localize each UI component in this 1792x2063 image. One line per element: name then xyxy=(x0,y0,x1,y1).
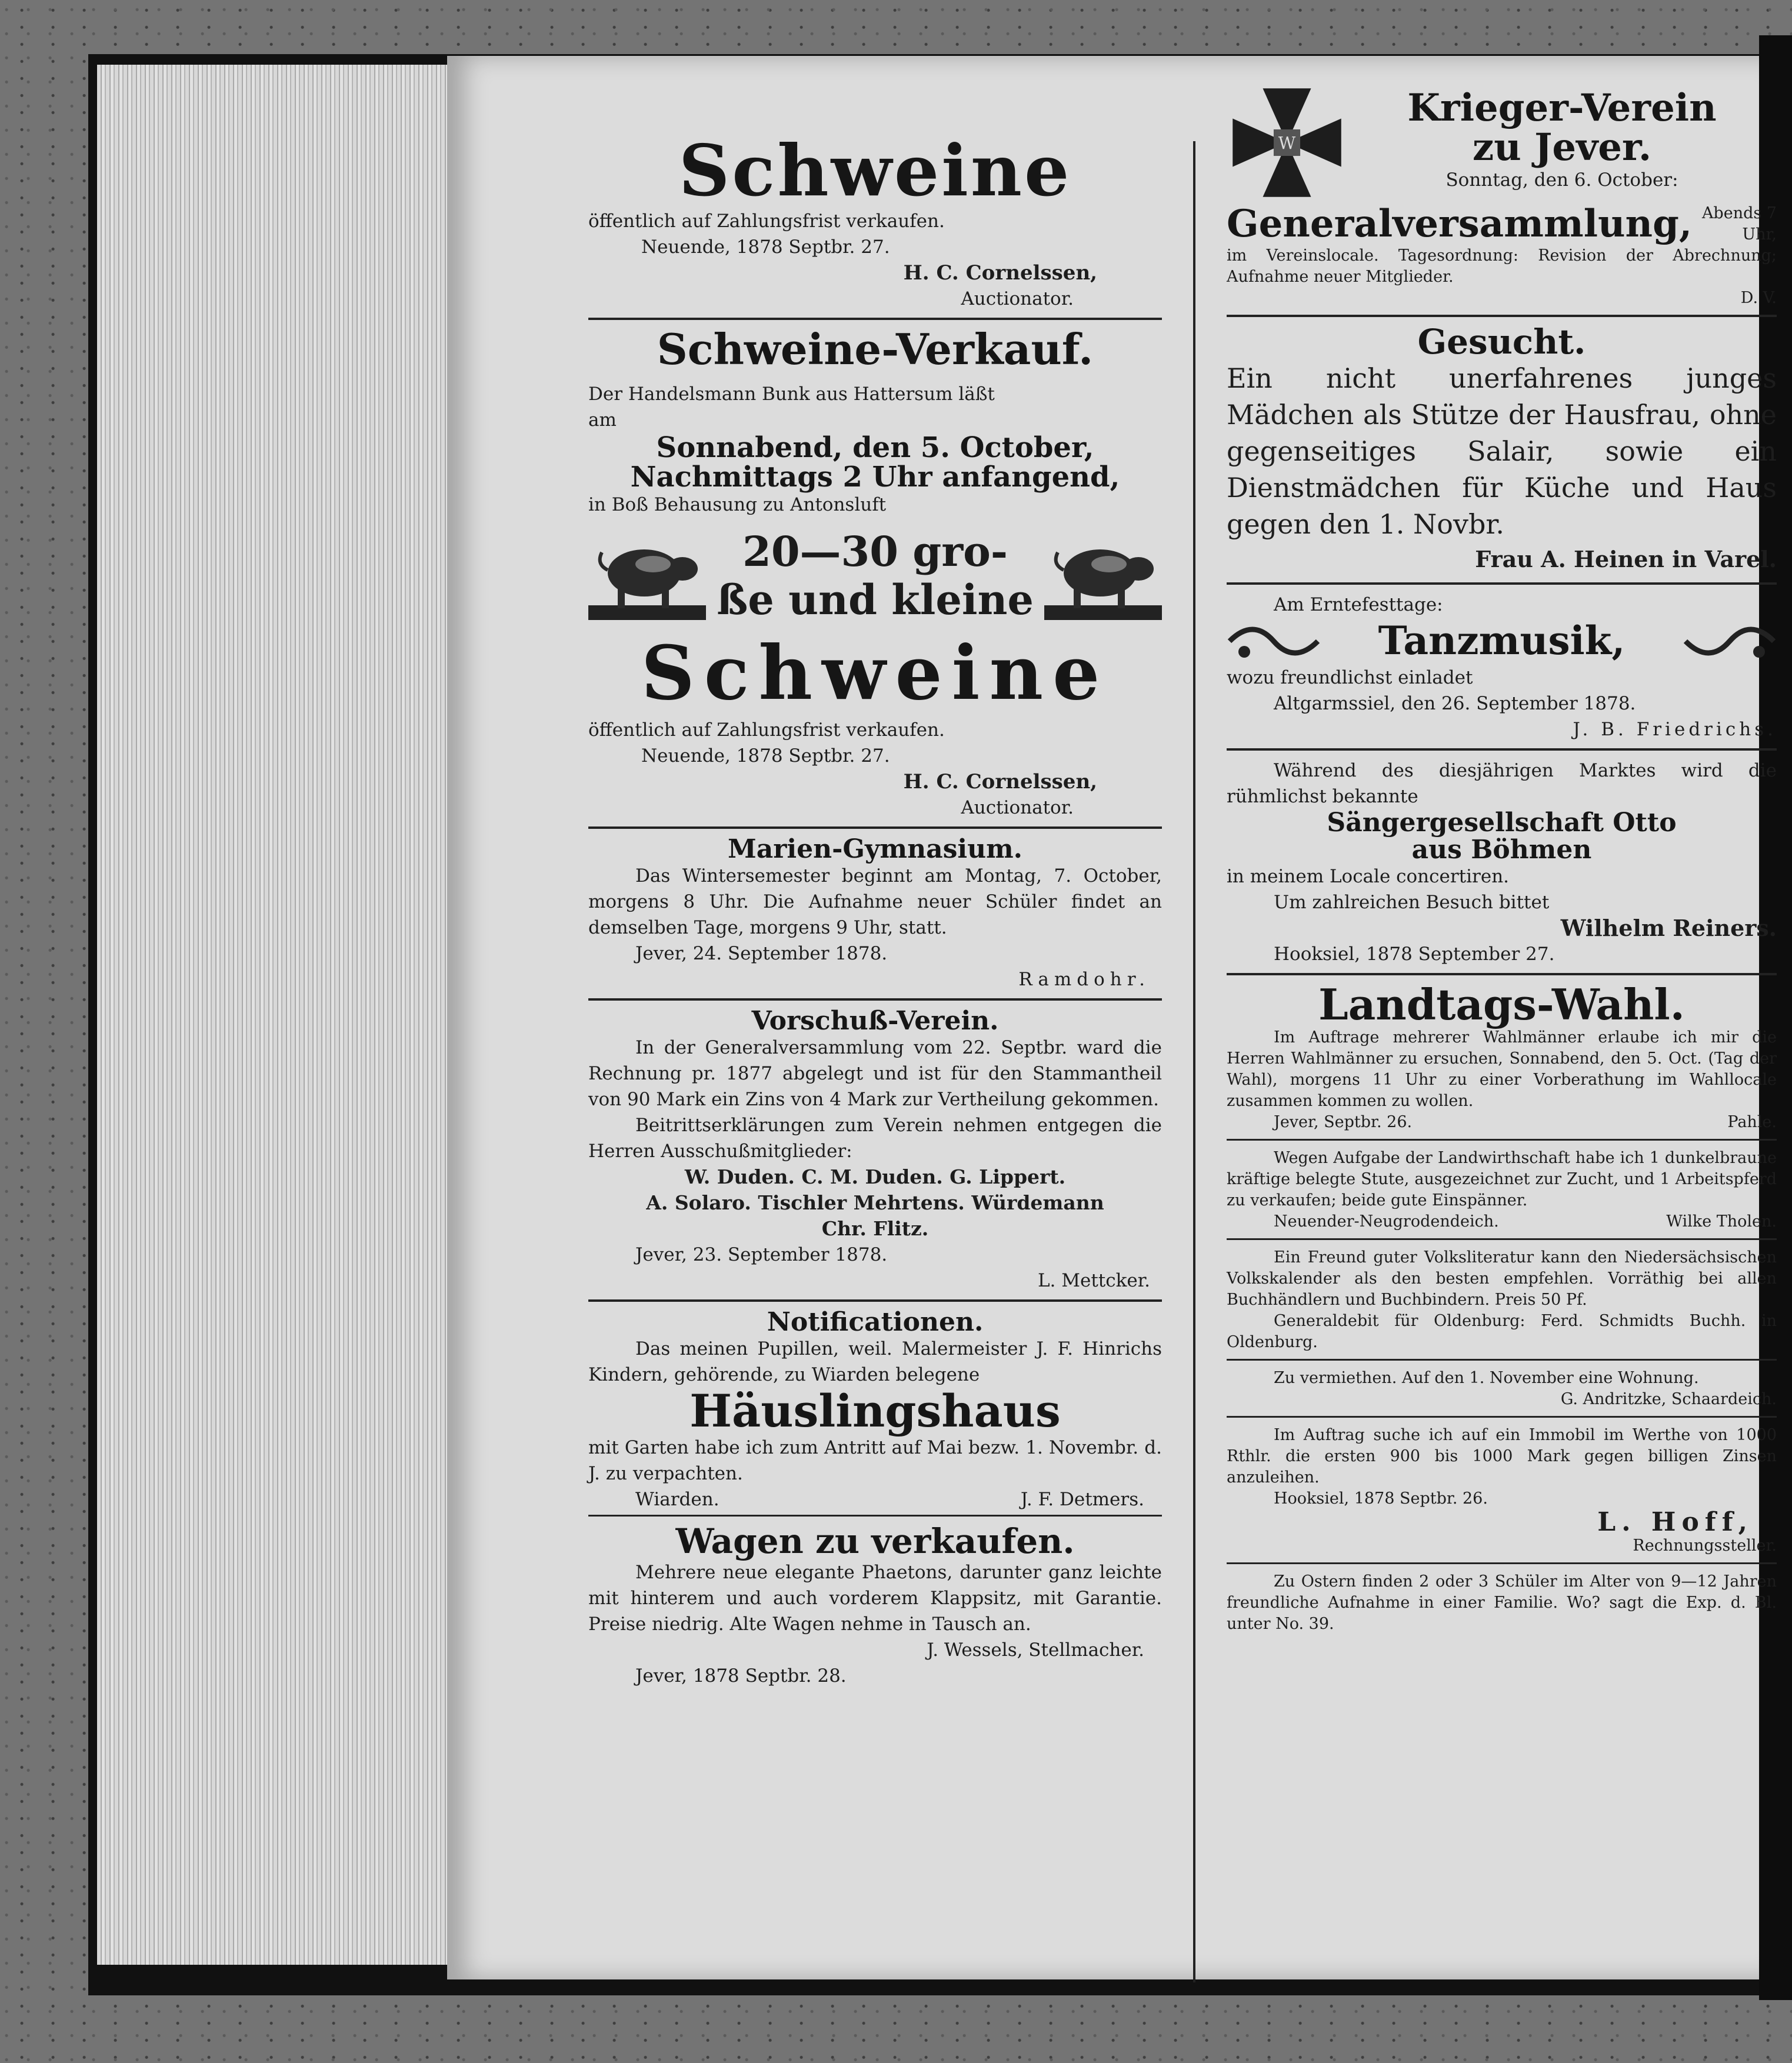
ad-signer: Wilhelm Reiners. xyxy=(1560,915,1777,942)
ad-title: Tanzmusik, xyxy=(1378,618,1626,664)
ad-title: aus Böhmen xyxy=(1411,835,1592,865)
ad-text: Ein nicht unerfahrenes junges Mädchen als Stütze der Hausfrau, ohne gegenseitiges Salair, sowie ein Dienstmädchen für Küche und Haus gegen den 1. Novbr. xyxy=(1227,362,1777,540)
ad-subject: Häuslingshaus xyxy=(690,1385,1061,1438)
ad-date: Neuende, 1878 Septbr. 27. xyxy=(641,236,890,258)
ad-members: W. Duden. C. M. Duden. G. Lippert. xyxy=(684,1165,1066,1189)
ad-role: Rechnungssteller. xyxy=(1633,1536,1777,1555)
ad-footer xyxy=(1227,1112,1777,1133)
page-edges xyxy=(97,65,497,1965)
divider xyxy=(588,826,1162,829)
ad-vermiethen xyxy=(1227,1368,1777,1418)
ad-role: Auctionator. xyxy=(961,796,1074,818)
ad-title: Krieger-Verein xyxy=(1407,86,1717,130)
ad-text: öffentlich auf Zahlungsfrist verkaufen. xyxy=(588,719,945,741)
ad-wagen xyxy=(588,1521,1162,1689)
ad-time xyxy=(1702,203,1777,245)
krieger-event-row xyxy=(1227,203,1777,245)
ad-text: Im Auftrag suche ich auf ein Immobil im Werthe von 1000 Rthlr. die ersten 900 bis 1000 Mark gegen billigen Zinsen anzuleihen. xyxy=(1227,1425,1777,1487)
ad-text: Während des diesjährigen Marktes wird die rühmlichst bekannte xyxy=(1227,759,1777,807)
divider xyxy=(588,998,1162,1001)
pig-icon xyxy=(1044,523,1162,629)
divider xyxy=(588,1299,1162,1302)
divider xyxy=(1227,1562,1777,1564)
ad-text: Um zahlreichen Besuch bittet xyxy=(1274,892,1550,914)
ad-text: Der Handelsmann Bunk aus Hattersum läßt xyxy=(588,383,995,405)
ad-time-a: Abends 7 xyxy=(1701,204,1777,222)
ad-title: Marien-Gymnasium. xyxy=(728,834,1022,864)
ad-signer: L. Hoff, xyxy=(1597,1507,1753,1537)
divider xyxy=(1227,1359,1777,1361)
divider xyxy=(1227,1238,1777,1240)
ad-schweine xyxy=(588,129,1162,320)
ad-place: Neuender-Neugrodendeich. xyxy=(1274,1212,1499,1231)
ad-text: Im Auftrage mehrerer Wahlmänner erlaube ich mir die Herren Wahlmänner zu ersuchen, Sonnabend, den 5. Oct. (Tag der Wahl), morgens 11 Uhr zu einer Vorberathung im Wahllocale zusammen kommen zu wollen. xyxy=(1227,1028,1777,1110)
ad-title: Schweine xyxy=(678,129,1072,212)
ad-tanzmusik xyxy=(1227,592,1777,751)
ad-date: Sonntag, den 6. October: xyxy=(1445,169,1678,191)
flourish-icon xyxy=(1683,618,1777,665)
ad-text: Beitrittserklärungen zum Verein nehmen entgegen die Herren Ausschußmitglieder: xyxy=(588,1115,1162,1162)
ad-signer: G. Andritzke, Schaardeich. xyxy=(1560,1389,1777,1408)
ad-date: Neuende, 1878 Septbr. 27. xyxy=(641,745,890,766)
ad-gesucht xyxy=(1227,324,1777,585)
ad-date: Jever, 23. September 1878. xyxy=(635,1244,888,1266)
ad-text: Generaldebit für Oldenburg: Ferd. Schmidts Buchh. in Oldenburg. xyxy=(1227,1311,1777,1351)
divider xyxy=(1227,1416,1777,1418)
tanz-title-row xyxy=(1227,618,1777,665)
ad-stute xyxy=(1227,1148,1777,1240)
ad-text: Das Wintersemester beginnt am Montag, 7. October, morgens 8 Uhr. Die Aufnahme neuer Schüler findet an demselben Tage, morgens 9 Uhr, statt. xyxy=(588,865,1162,938)
ad-signer: H. C. Cornelssen, xyxy=(903,261,1097,285)
ad-date: Hooksiel, 1878 Septbr. 26. xyxy=(1274,1489,1488,1508)
ad-title: Gesucht. xyxy=(1417,322,1586,362)
ad-time: Nachmittags 2 Uhr anfangend, xyxy=(630,460,1120,494)
ad-footer xyxy=(588,1487,1162,1512)
ad-text: Das meinen Pupillen, weil. Malermeister J. F. Hinrichs Kindern, gehörende, zu Wiarden belegene xyxy=(588,1338,1162,1386)
ad-footer xyxy=(1227,1211,1777,1232)
divider xyxy=(1227,582,1777,585)
ad-text: öffentlich auf Zahlungsfrist verkaufen. xyxy=(588,211,945,232)
ad-place: Wiarden. xyxy=(635,1489,720,1511)
ad-krieger-verein xyxy=(1227,82,1777,317)
ad-text: mit Garten habe ich zum Antritt auf Mai bezw. 1. Novembr. d. J. zu verpachten. xyxy=(588,1437,1162,1485)
ad-title: Wagen zu verkaufen. xyxy=(675,1521,1075,1562)
ad-volkskalender xyxy=(1227,1247,1777,1361)
ad-members: A. Solaro. Tischler Mehrtens. Würdemann xyxy=(646,1191,1104,1215)
ad-date: Jever, 24. September 1878. xyxy=(635,942,888,964)
ad-title: Schweine-Verkauf. xyxy=(657,324,1094,374)
ad-date: Jever, Septbr. 26. xyxy=(1274,1112,1413,1131)
ad-intro: Am Erntefesttage: xyxy=(1274,594,1443,615)
ad-text: im Vereinslocale. Tagesordnung: Revision der Abrechnung; Aufnahme neuer Mitglieder. xyxy=(1227,246,1777,286)
ad-date: Hooksiel, 1878 September 27. xyxy=(1274,944,1555,965)
ad-count: ße und kleine xyxy=(717,575,1034,625)
ad-text: am xyxy=(588,409,617,431)
divider xyxy=(1227,748,1777,751)
ad-title: Landtags-Wahl. xyxy=(1318,979,1685,1030)
ad-text: Zu vermiethen. Auf den 1. November eine Wohnung. xyxy=(1274,1368,1699,1387)
svg-text:W: W xyxy=(1278,132,1296,153)
ad-place: in Boß Behausung zu Antonsluft xyxy=(588,494,887,516)
ad-signer: Wilke Tholen. xyxy=(1666,1212,1777,1231)
ad-notificationen xyxy=(588,1309,1162,1517)
ad-signer: D. V. xyxy=(1740,289,1777,307)
ad-immobil xyxy=(1227,1425,1777,1564)
ad-title-large: Schweine xyxy=(641,629,1110,717)
ad-text: wozu freundlichst einladet xyxy=(1227,666,1473,688)
ad-date: Sonnabend, den 5. October, xyxy=(656,431,1094,464)
pig-caption xyxy=(717,528,1034,624)
ad-signer: H. C. Cornelssen, xyxy=(903,769,1097,794)
ad-title: Notificationen. xyxy=(767,1307,984,1338)
krieger-titles xyxy=(1347,82,1777,193)
ad-landtags-wahl xyxy=(1227,979,1777,1141)
ad-time-b: Uhr, xyxy=(1742,225,1777,244)
ad-marien-gymnasium xyxy=(588,836,1162,1001)
flourish-icon xyxy=(1227,618,1321,665)
divider xyxy=(588,318,1162,320)
ad-text: Zu Ostern finden 2 oder 3 Schüler im Alter von 9—12 Jahren freundliche Aufnahme in einer Familie. Wo? sagt die Exp. d. Bl. unter No. 39. xyxy=(1227,1572,1777,1633)
divider xyxy=(1227,1139,1777,1141)
ad-role: Auctionator. xyxy=(961,288,1074,309)
pig-icon xyxy=(588,523,706,629)
ad-text: Mehrere neue elegante Phaetons, darunter ganz leichte mit hinterem und auch vorderem Klappsitz, mit Garantie. Preise niedrig. Alte Wagen nehme in Tausch an. xyxy=(588,1561,1162,1635)
left-column xyxy=(588,82,1162,1689)
divider xyxy=(1227,315,1777,317)
iron-cross-icon xyxy=(1227,82,1347,203)
ad-text: Wegen Aufgabe der Landwirthschaft habe ich 1 dunkelbraune kräftige belegte Stute, ausgezeichnet zur Zucht, und 1 Arbeitspferd zu verkaufen; beide gute Einspänner. xyxy=(1227,1148,1777,1209)
ad-text: In der Generalversammlung vom 22. Septbr. ward die Rechnung pr. 1877 abgelegt und ist für den Stammantheil von 90 Mark ein Zins von 4 Mark zur Vertheilung gekommen. xyxy=(588,1037,1162,1111)
divider xyxy=(1227,973,1777,975)
ad-vorschuss-verein xyxy=(588,1005,1162,1302)
ad-count: 20—30 gro- xyxy=(742,527,1008,576)
ad-ostern xyxy=(1227,1571,1777,1635)
ad-saengergesellschaft xyxy=(1227,758,1777,975)
krieger-header xyxy=(1227,82,1777,203)
ad-signer: J. Wessels, Stellmacher. xyxy=(927,1639,1144,1661)
ad-date: Altgarmssiel, den 26. September 1878. xyxy=(1274,692,1636,714)
ad-title: Sängergesellschaft Otto xyxy=(1327,807,1677,838)
ad-text: Ein Freund guter Volksliteratur kann den Niedersächsischen Volkskalender als den besten empfehlen. Vorräthig bei allen Buchhändlern und Buchbindern. Preis 50 Pf. xyxy=(1227,1248,1777,1309)
ad-signer: J. B. Friedrichs. xyxy=(1573,718,1777,740)
ad-title: zu Jever. xyxy=(1472,125,1652,170)
ad-text: in meinem Locale concertiren. xyxy=(1227,866,1510,888)
ad-schweine-verkauf xyxy=(588,324,1162,829)
ad-signer: Frau A. Heinen in Varel. xyxy=(1475,545,1777,572)
ad-members: Chr. Flitz. xyxy=(821,1217,929,1241)
pig-illustration-row xyxy=(588,520,1162,632)
ad-event: Generalversammlung, xyxy=(1227,202,1693,246)
ad-signer: Ramdohr. xyxy=(1018,968,1150,990)
ad-signer: Pahle. xyxy=(1727,1112,1777,1131)
column-divider xyxy=(1193,141,1195,1982)
divider xyxy=(588,1515,1162,1517)
ad-signer: J. F. Detmers. xyxy=(1020,1489,1144,1511)
ad-date: Jever, 1878 Septbr. 28. xyxy=(635,1665,847,1687)
ad-signer: L. Mettcker. xyxy=(1037,1270,1150,1292)
right-column xyxy=(1227,82,1777,1635)
ad-title: Vorschuß-Verein. xyxy=(751,1005,999,1036)
